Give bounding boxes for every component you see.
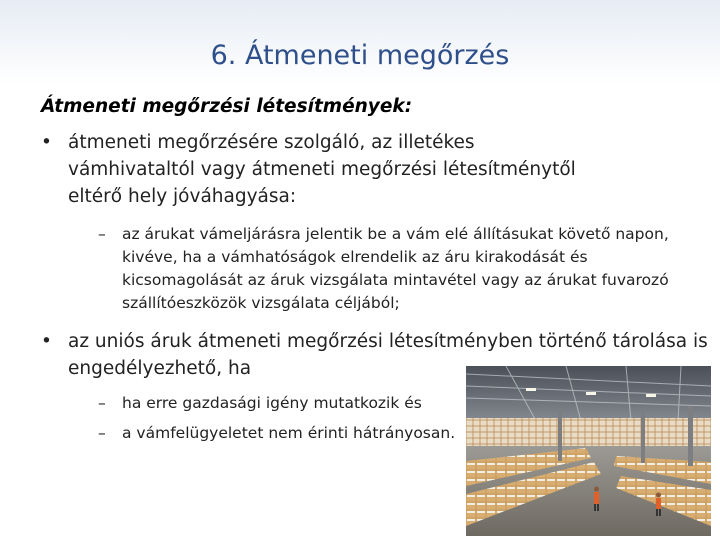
- subitem-marker: –: [98, 225, 106, 243]
- bullet-1-subitem-1: [98, 223, 688, 315]
- subitem-marker: –: [98, 394, 106, 412]
- slide-title: 6. Átmeneti megőrzés: [210, 40, 510, 71]
- slide-subtitle: Átmeneti megőrzési létesítmények:: [41, 96, 413, 117]
- bullet-2-subitem-2: [98, 422, 478, 445]
- bullet-marker: •: [41, 331, 52, 352]
- subitem-marker: –: [98, 424, 106, 442]
- bullet-1: [41, 129, 601, 210]
- warehouse-photo: [466, 366, 711, 536]
- bullet-2-text: az uniós áruk átmeneti megőrzési létesítményben történő tárolása is engedélyezhető, ha: [68, 331, 708, 379]
- bullet-2-subitem-1-text: ha erre gazdasági igény mutatkozik és: [122, 394, 422, 412]
- bullet-marker: •: [41, 132, 52, 153]
- bullet-1-text: átmeneti megőrzésére szolgáló, az illetékes vámhivataltól vagy átmeneti megőrzési létesítménytől eltérő hely jóváhagyása:: [68, 132, 576, 207]
- bullet-2-subitem-2-text: a vámfelügyeletet nem érinti hátrányosan.: [122, 424, 456, 442]
- bullet-2-subitem-1: [98, 392, 458, 415]
- bullet-1-subitem-1-text: az árukat vámeljárásra jelentik be a vám elé állításukat követő napon, kivéve, ha a vámhatóságok elrendelik az áru kirakodását és kicsomagolását az áruk vizsgálata mintavétel vagy az árukat fuvarozó szállítóeszközök vizsgálata céljából;: [122, 225, 669, 312]
